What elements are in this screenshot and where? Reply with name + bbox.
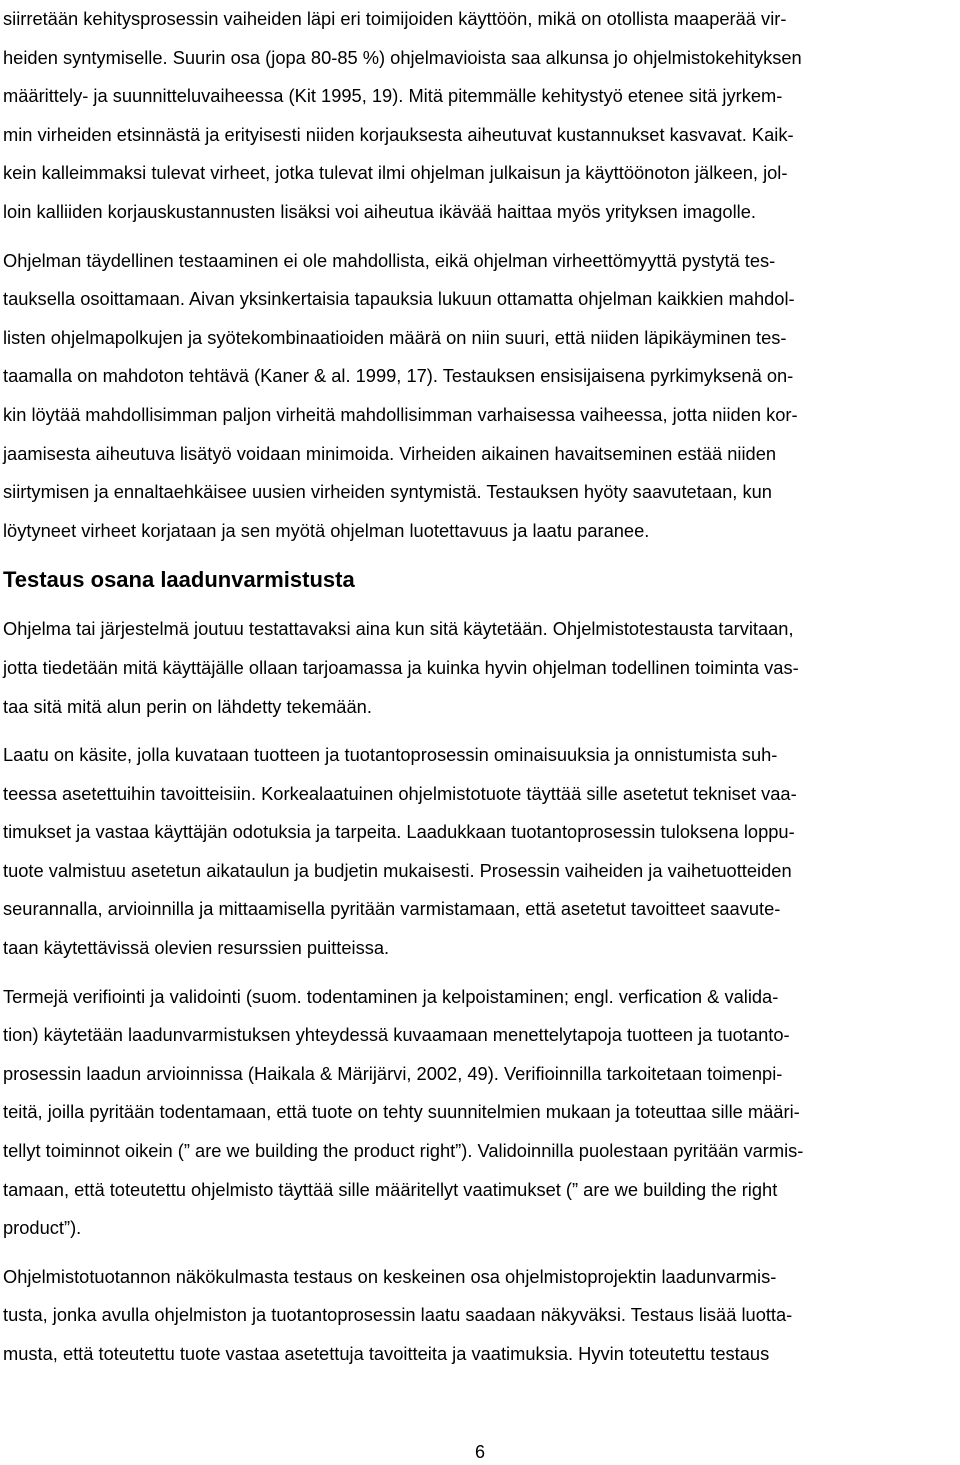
text-line: jaamisesta aiheutuva lisätyö voidaan minimoida. Virheiden aikainen havaitseminen estää niiden [3, 442, 777, 464]
paragraph-development-errors [3, 0, 955, 232]
text-line: Ohjelmistotuotannon näkökulmasta testaus on keskeinen osa ohjelmistoprojektin laadunvarmis- [3, 1265, 777, 1287]
paragraph-complete-testing [3, 242, 955, 551]
section-heading: Testaus osana laadunvarmistusta [3, 567, 355, 593]
text-line: jotta tiedetään mitä käyttäjälle ollaan tarjoamassa ja kuinka hyvin ohjelman todellinen toiminta vas- [3, 656, 799, 678]
paragraph-verification-validation [3, 978, 955, 1248]
paragraph-testing-needed [3, 610, 955, 726]
text-line: tuote valmistuu asetetun aikataulun ja budjetin mukaisesti. Prosessin vaiheiden ja vaihetuotteiden [3, 859, 792, 881]
text-line: min virheiden etsinnästä ja erityisesti niiden korjauksesta aiheutuvat kustannukset kasvavat. Kaik- [3, 123, 794, 145]
text-line: prosessin laadun arvioinnissa (Haikala & Märijärvi, 2002, 49). Verifioinnilla tarkoitetaan toimenpi- [3, 1062, 783, 1084]
text-line: teitä, joilla pyritään todentamaan, että tuote on tehty suunnitelmien mukaan ja toteuttaa sille määri- [3, 1101, 800, 1123]
text-line: heiden syntymiselle. Suurin osa (jopa 80-85 %) ohjelmavioista saa alkunsa jo ohjelmistokehityksen [3, 46, 802, 68]
text-line: musta, että toteutettu tuote vastaa asetettuja tavoitteita ja vaatimuksia. Hyvin toteutettu testaus [3, 1343, 770, 1364]
text-line: tusta, jonka avulla ohjelmiston ja tuotantoprosessin laatu saadaan näkyväksi. Testaus lisää luotta- [3, 1304, 793, 1326]
document-page [3, 0, 955, 1374]
text-line: product”). [3, 1217, 82, 1239]
text-line: siirtymisen ja ennaltaehkäisee uusien virheiden syntymistä. Testauksen hyöty saavutetaan, kun [3, 481, 772, 503]
text-line: taamalla on mahdoton tehtävä (Kaner & al. 1999, 17). Testauksen ensisijaisena pyrkimyksenä on- [3, 365, 794, 387]
text-line: tamaan, että toteutettu ohjelmisto täyttää sille määritellyt vaatimukset (” are we building the right [3, 1178, 778, 1200]
text-line: seurannalla, arvioinnilla ja mittaamisella pyritään varmistamaan, että asetetut tavoitteet saavute- [3, 898, 781, 920]
paragraph-quality-concept [3, 736, 955, 968]
text-line: Termejä verifiointi ja validointi (suom. todentaminen ja kelpoistaminen; engl. verfication & valida- [3, 985, 779, 1007]
text-line: teessa asetettuihin tavoitteisiin. Korkealaatuinen ohjelmistotuote täyttää sille asetetut tekniset vaa- [3, 782, 797, 804]
text-line: Ohjelman täydellinen testaaminen ei ole mahdollista, eikä ohjelman virheettömyyttä pystytä tes- [3, 249, 776, 271]
text-line: timukset ja vastaa käyttäjän odotuksia ja tarpeita. Laadukkaan tuotantoprosessin tuloksena loppu- [3, 821, 795, 843]
text-line: kin löytää mahdollisimman paljon virheitä mahdollisimman varhaisessa vaiheessa, jotta niiden kor- [3, 403, 798, 425]
text-line: tauksella osoittamaan. Aivan yksinkertaisia tapauksia lukuun ottamatta ohjelman kaikkien mahdol- [3, 288, 795, 310]
text-line: Laatu on käsite, jolla kuvataan tuotteen ja tuotantoprosessin ominaisuuksia ja onnistumista suh- [3, 744, 778, 766]
page-number: 6 [474, 1442, 485, 1462]
text-line: määrittely- ja suunnitteluvaiheessa (Kit 1995, 19). Mitä pitemmälle kehitystyö etenee sitä jyrkem- [3, 85, 783, 107]
text-line: listen ohjelmapolkujen ja syötekombinaatioiden määrä on niin suuri, että niiden läpikäyminen tes- [3, 326, 787, 348]
text-line: loin kalliiden korjauskustannusten lisäksi voi aiheutua ikävää haittaa myös yrityksen imagolle. [3, 200, 756, 222]
text-line: tion) käytetään laadunvarmistuksen yhteydessä kuvaamaan menettelytapoja tuotteen ja tuotanto- [3, 1024, 790, 1046]
text-line: löytyneet virheet korjataan ja sen myötä ohjelman luotettavuus ja laatu paranee. [3, 519, 650, 541]
text-line: taa sitä mitä alun perin on lähdetty tekemään. [3, 695, 372, 717]
text-line: Ohjelma tai järjestelmä joutuu testattavaksi aina kun sitä käytetään. Ohjelmistotestausta tarvitaan, [3, 618, 794, 640]
text-line: tellyt toiminnot oikein (” are we building the product right”). Validoinnilla puolestaan pyritään varmis- [3, 1140, 804, 1162]
text-line: taan käytettävissä olevien resurssien puitteissa. [3, 937, 390, 959]
paragraph-testing-perspective [3, 1258, 955, 1374]
text-line: siirretään kehitysprosessin vaiheiden läpi eri toimijoiden käyttöön, mikä on otollista maaperää vir- [3, 8, 787, 29]
text-line: kein kalleimmaksi tulevat virheet, jotka tulevat ilmi ohjelman julkaisun ja käyttöönoton jälkeen, jol- [3, 162, 788, 184]
